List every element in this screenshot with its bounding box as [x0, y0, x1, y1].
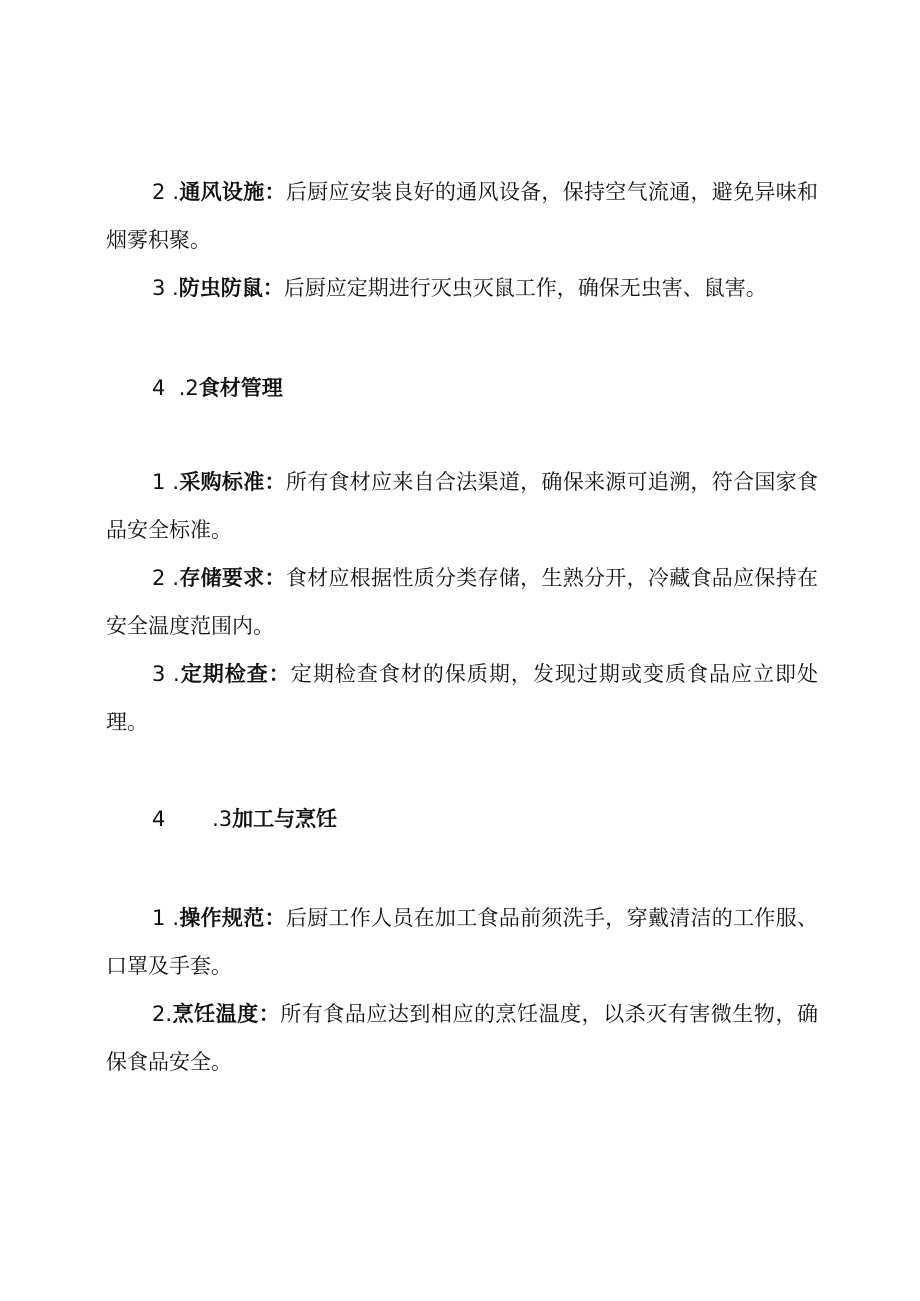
item-separator: . — [165, 180, 180, 204]
item-text: 食材应根据性质分类存储，生熟分开，冷藏食品应保持在安全温度范围内。 — [106, 566, 818, 638]
item-number: 2 — [152, 1002, 166, 1026]
heading-text: 加工与烹饪 — [232, 807, 338, 831]
heading-subnumber: .3 — [165, 807, 233, 831]
list-item — [106, 894, 818, 990]
item-term: 存储要求： — [179, 566, 286, 590]
item-term: 通风设施： — [179, 180, 286, 204]
item-separator: . — [165, 1002, 173, 1026]
heading-number: 4 — [152, 807, 166, 831]
list-item — [106, 554, 818, 650]
item-separator: . — [165, 662, 180, 686]
item-term: 操作规范： — [179, 906, 286, 930]
item-separator: . — [165, 276, 179, 300]
item-text: 所有食品应达到相应的烹饪温度，以杀灭有害微生物，确保食品安全。 — [106, 1002, 818, 1074]
heading-text: 食材管理 — [198, 376, 283, 400]
list-item — [106, 168, 818, 264]
item-text: 定期检查食材的保质期，发现过期或变质食品应立即处理。 — [106, 662, 819, 734]
list-item — [106, 264, 818, 312]
item-text: 后厨工作人员在加工食品前须洗手，穿戴清洁的工作服、口罩及手套。 — [106, 906, 818, 978]
item-number: 1 — [152, 906, 166, 930]
heading-number: 4 — [152, 376, 166, 400]
item-number: 3 — [152, 276, 166, 300]
item-term: 防虫防鼠： — [178, 276, 284, 300]
item-number: 3 — [152, 662, 166, 686]
heading-subnumber: .2 — [165, 376, 199, 400]
item-term: 定期检查： — [179, 662, 291, 686]
list-item — [106, 458, 818, 554]
item-text: 后厨应安装良好的通风设备，保持空气流通，避免异味和烟雾积聚。 — [106, 180, 818, 252]
item-separator: . — [165, 566, 180, 590]
item-number: 2 — [152, 566, 166, 590]
item-term: 烹饪温度： — [172, 1002, 281, 1026]
item-term: 采购标准： — [179, 470, 286, 494]
item-text: 后厨应定期进行灭虫灭鼠工作，确保无虫害、鼠害。 — [283, 276, 767, 300]
list-item — [106, 990, 818, 1086]
list-item — [106, 650, 818, 746]
item-separator: . — [165, 906, 180, 930]
section-heading-food-management — [152, 373, 283, 403]
item-separator: . — [165, 470, 180, 494]
item-text: 所有食材应来自合法渠道，确保来源可追溯，符合国家食品安全标准。 — [106, 470, 818, 542]
item-number: 1 — [152, 470, 166, 494]
item-number: 2 — [152, 180, 166, 204]
section-heading-processing-cooking — [152, 804, 337, 834]
